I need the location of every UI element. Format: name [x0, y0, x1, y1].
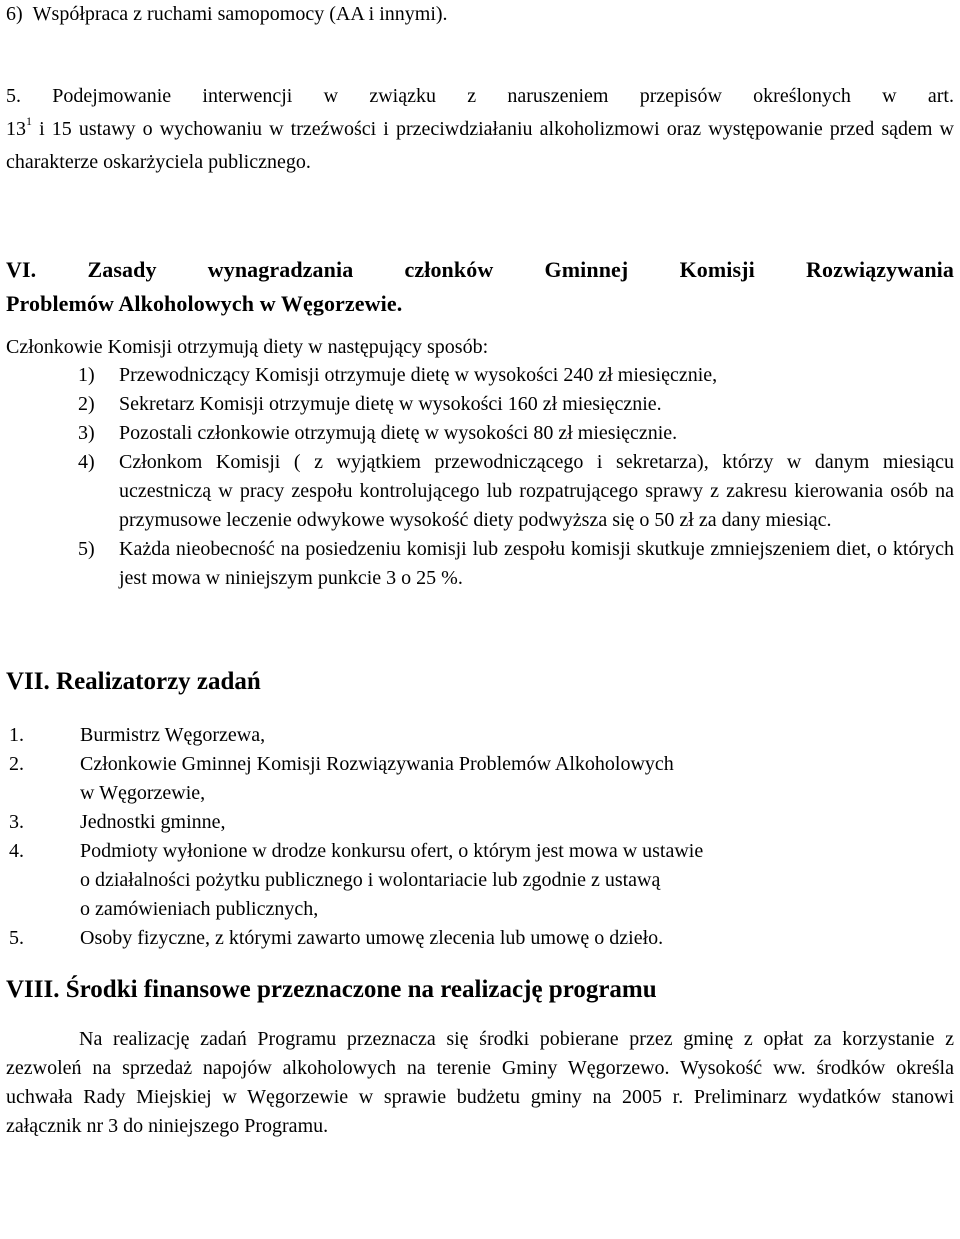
list-item-number: 4. [9, 840, 24, 862]
list-item-number: 5) [78, 538, 95, 560]
list-item-number: 1. [9, 724, 24, 746]
list-item-text: Sekretarz Komisji otrzymuje dietę w wysokości 160 zł miesięcznie. [119, 393, 662, 415]
list-item [6, 837, 954, 924]
list-item-text: Jednostki gminne, [80, 811, 226, 833]
list-item-text: Członkowie Gminnej Komisji Rozwiązywania Problemów Alkoholowych [80, 753, 674, 775]
section-8-paragraph: Na realizację zadań Programu przeznacza się środki pobierane przez gminę z opłat za korzystanie z zezwoleń na sprzedaż napojów alkoholowych na terenie Gminy Węgorzewo. Wysokość ww. środków określa uchwała Rady Miejskiej w Węgorzewie w sprawie budżetu gminy na 2005 r. Preliminarz wydatków stanowi załącznik nr 3 do niniejszego Programu. [6, 1028, 954, 1137]
section-6-title-line2: Problemów Alkoholowych w Węgorzewie. [6, 291, 403, 316]
article-superscript: 1 [26, 114, 32, 129]
list-item-number: 5. [9, 927, 24, 949]
list-item-text-cont: o działalności pożytku publicznego i wolontariacie lub zgodnie z ustawą [80, 869, 661, 891]
list-item [6, 390, 954, 419]
list-item-text-cont: w Węgorzewie, [80, 782, 206, 804]
list-item [6, 808, 954, 837]
point-5-first-line: 5. Podejmowanie interwencji w związku z naruszeniem przepisów określonych w art. [6, 85, 954, 107]
section-6-lead: Członkowie Komisji otrzymują diety w następujący sposób: [6, 336, 489, 358]
list-item [6, 721, 954, 750]
point-5-rest: i 15 ustawy o wychowaniu w trzeźwości i przeciwdziałaniu alkoholizmowi oraz występowanie przed sądem w charakterze oskarżyciela publicznego. [6, 118, 954, 173]
list-item-number: 3. [9, 811, 24, 833]
section-7-title: VII. Realizatorzy zadań [6, 668, 261, 695]
list-item-text: Pozostali członkowie otrzymują dietę w wysokości 80 zł miesięcznie. [119, 422, 678, 444]
document-page [0, 1, 960, 1239]
list-item-number: 3) [78, 422, 95, 444]
list-item-number: 4) [78, 451, 95, 473]
list-item-text: Podmioty wyłonione w drodze konkursu ofert, o którym jest mowa w ustawie [80, 840, 704, 862]
list-item-number: 2) [78, 393, 95, 415]
list-item [6, 535, 954, 593]
list-item [6, 448, 954, 535]
list-item-text: Burmistrz Węgorzewa, [80, 724, 266, 746]
list-item-number: 1) [78, 364, 95, 386]
section-6-title-line1: VI. Zasady wynagradzania członków Gminnej Komisji Rozwiązywania [6, 257, 954, 282]
article-number: 13 [6, 118, 26, 140]
section-8-title: VIII. Środki finansowe przeznaczone na realizację programu [6, 976, 657, 1003]
list-item [6, 924, 954, 953]
section-6-title [6, 253, 954, 321]
list-item-text: Przewodniczący Komisji otrzymuje dietę w wysokości 240 zł miesięcznie, [119, 364, 718, 386]
list-item-number: 2. [9, 753, 24, 775]
list-item-text-cont: o zamówieniach publicznych, [80, 898, 319, 920]
list-item [6, 750, 954, 808]
list-item [6, 419, 954, 448]
realizatorzy-list [6, 721, 954, 953]
point-5-paragraph [6, 80, 954, 179]
list-item-text: Członkom Komisji ( z wyjątkiem przewodniczącego i sekretarza), którzy w danym miesiącu uczestniczą w pracy zespołu kontrolującego lub rozpatrującego sprawy z zakresu kierowania osób na przymusowe leczenie odwykowe wysokość diety podwyższa się o 50 zł za dany miesiąc. [119, 451, 954, 531]
list-item-6: 6) Współpraca z ruchami samopomocy (AA i innymi). [6, 3, 448, 25]
list-item-text: Każda nieobecność na posiedzeniu komisji lub zespołu komisji skutkuje zmniejszeniem diet, o których jest mowa w niniejszym punkcie 3 o 25 %. [119, 538, 954, 589]
diety-list [6, 361, 954, 593]
list-item [6, 361, 954, 390]
list-item-text: Osoby fizyczne, z którymi zawarto umowę zlecenia lub umowę o dzieło. [80, 927, 664, 949]
